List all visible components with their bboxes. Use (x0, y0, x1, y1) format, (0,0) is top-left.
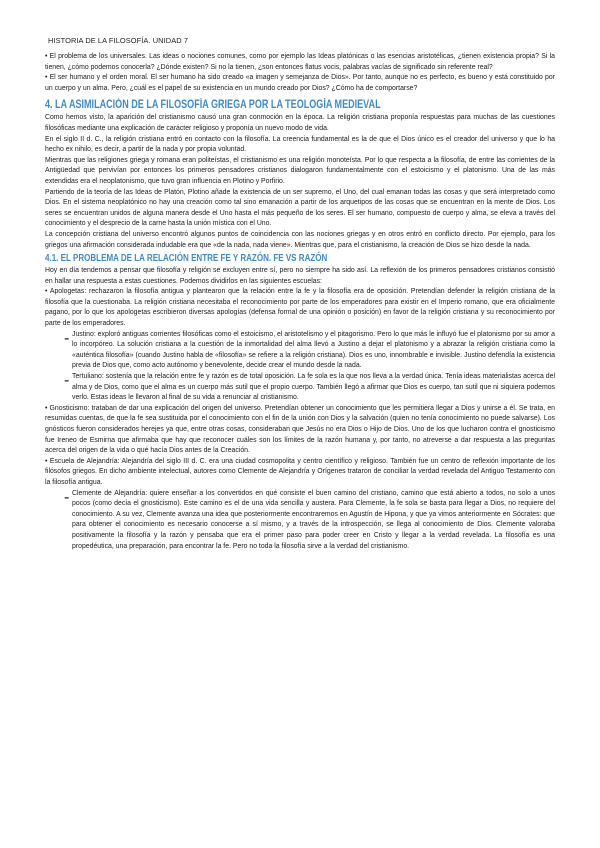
paragraph: La concepción cristiana del universo encontró algunos puntos de coincidencia con las nociones griegas y en otros entró en conflicto directo. Por ejemplo, para los griegos una afirmación considerada indudable era que «de la nada, nada viene». Mientras que, para el cristianismo, la creación de Dios se hizo desde la nada. (45, 230, 555, 249)
sub-item-text: Tertuliano: sostenía que la relación entre fe y razón es de total oposición. La fe sola es la que nos lleva a la verdad única. Tenía ideas materialistas acerca del alma y de Dios, como que el alma es un cuerpo más sutil que el propio cuerpo. También llegó a afirmar que Dios es cuerpo, tan sutil que ni siquiera podemos verlo. Estas ideas le llevaron al final de su vida a renunciar al cristianismo. (72, 373, 555, 402)
dash-marker: - (64, 488, 70, 506)
bullet-gnosticismo: • Gnosticismo: trataban de dar una explicación del origen del universo. Pretendían obtener un conocimiento que les permitiera llegar a Dios y unirse a él. Se trata, en resumidas cuentas, de que la fe sea sustituida por el conocimiento con el fin de la unión con Dios y la salvación (quien no tenía conocimiento no puede salvarse). Los gnósticos fueron considerados herejes ya que, entre otras cosas, consideraban que Jesús no era Dios o Hijo de Dios. Uno de los que lucharon contra el gnosticismo fue Ireneo de Esmirna que afirmaba que hay que reconocer cuáles son los límites de la razón humana y, por tanto, no atreverse a dar respuesta a las preguntas acerca del origen de la vida o qué hacía Dios antes de la Creación. (45, 404, 555, 455)
sub-item-text: Clemente de Alejandría: quiere enseñar a los convertidos en qué consiste el buen camino del cristiano, camino que está abierto a todos, no solo a unos pocos (como decía el gnosticismo). Este camino es el de una vida sencilla y austera. Para Clemente, la fe sola se basta para llegar a Dios, no requiere del conocimiento. A su vez, Clemente avanza una idea que posteriormente encontraremos en Agustín de Hipona, y que ya vimos anteriormente en Sócrates: que para obtener el conocimiento es necesario conocerse a sí mismo, y a través de la introspección, se llega al conocimiento de Dios. Clemente valoraba positivamente la filosofía y la razón y pensaba que era el primer paso para poder creer en Cristo y llegar a la verdad revelada. La filosofía es una propedéutica, una preparación, para encontrar la fe. Pero no toda la filosofía sirve a la verdad del cristianismo. (72, 489, 555, 550)
paragraph: Como hemos visto, la aparición del cristianismo causó una gran conmoción en la época. La religión cristiana proponía respuestas para muchas de las cuestiones filosóficas mediante una explicación de carácter religioso y proponía un nuevo modo de vida. (45, 114, 555, 132)
dash-marker: - (64, 329, 70, 347)
bullet-alejandria: • Escuela de Alejandría: Alejandría del siglo III d. C. era una ciudad cosmopolita y centro científico y religioso. También fue un centro de reflexión importante de los filósofos griegos. En dicho ambiente intelectual, autores como Clemente de Alejandría y Orígenes trataron de conciliar la verdad revelada del Antiguo Testamento con la filosofía antigua. (45, 457, 555, 486)
dash-marker: - (64, 372, 70, 390)
bullet-apologetas: • Apologetas: rechazaron la filosofía antigua y plantearon que la relación entre la fe y la filosofía era de oposición. Pretendían defender la religión cristiana de la filosofía que la cuestionaba. La religión cristiana necesitaba el reconocimiento por parte de los emperadores para existir en el Imperio romano, que era oficialmente pagano, por lo que los apologetas escribieron diversas apologías (defensa formal de una opinión o posición) en favor de la religión cristiana y su reconocimiento por parte de los emperadores. (45, 288, 555, 328)
paragraph: En el siglo II d. C., la religión cristiana entró en contacto con la filosofía. La creencia fundamental es la de que el Dios único es el creador del universo y que lo ha hecho ex nihilo, es decir, a partir de la nada y por propia voluntad. (45, 135, 555, 154)
running-header: HISTORIA DE LA FILOSOFÍA. UNIDAD 7 (48, 36, 189, 45)
sub-item-justino (45, 330, 555, 372)
sub-item-tertuliano (45, 372, 555, 404)
paragraph: Hoy en día tendemos a pensar que filosofía y religión se excluyen entre sí, pero no siempre ha sido así. La reflexión de los primeros pensadores cristianos consistió en hallar una respuesta a estas cuestiones. Podemos dividirlos en las siguientes escuelas: (45, 267, 555, 285)
paragraph: Partiendo de la teoría de las Ideas de Platón, Plotino añade la existencia de un ser supremo, el Uno, del cual emanan todas las cosas y que será interpretado como Dios. En el sistema neoplatónico no hay una creación como tal sino emanación a partir de los arquetipos de las cosas que se encuentran en la mente de Dios. Los seres se encuentran unidos de alguna manera desde el Uno hasta el más pequeño de los seres. El ser humano, compuesto de cuerpo y alma, se eleva a través del conocimiento y el desprecio de la carne hasta la unión mística con el Uno. (45, 188, 555, 228)
page-content (45, 52, 555, 552)
bullet-universals: • El problema de los universales. Las ideas o nociones comunes, como por ejemplo las Ideas platónicas o las esencias aristotélicas, ¿tienen existencia propia? Si la tienen, ¿cómo podemos conocerla? ¿Dónde existen? Si no la tienen, ¿son entonces flatus vocis, palabras vacías de significado sin referente real? (45, 53, 555, 71)
paragraph: Mientras que las religiones griega y romana eran politeístas, el cristianismo es una religión monoteísta. Por lo que respecta a la filosofía, de entre las corrientes de la Antigüedad que pervivían por entonces los primeros pensadores cristianos dialogaron fundamentalmente con el estoicismo y el platonismo. Una de las más extendidas era el neoplatonismo, que tuvo gran influencia en Plotino y Porfirio. (45, 156, 555, 185)
sub-item-clemente (45, 489, 555, 553)
section-heading: 4. LA ASIMILACIÓN DE LA FILOSOFÍA GRIEGA POR LA TEOLOGÍA MEDIEVAL (45, 98, 381, 112)
bullet-human-moral: • El ser humano y el orden moral. El ser humano ha sido creado «a imagen y semejanza de Dios». Por tanto, aunque no es perfecto, es bueno y está constituido por un cuerpo y un alma. Pero, ¿cuál es el papel de su existencia en un mundo creado por Dios? ¿Cómo ha de comportarse? (45, 74, 555, 92)
sub-item-text: Justino: exploró antiguas corrientes filosóficas como el estoicismo, el aristotelismo y el pitagorismo. Pero lo que más le influyó fue el platonismo por su amor a lo incorpóreo. La solución cristiana a la cuestión de la inmortalidad del alma llevó a Justino a dejar el platonismo y a abrazar la religión cristiana como la «auténtica filosofía» (cuando Justino habla de «filosofía» se refiere a la religión cristiana). Dios es uno, innombrable e invisible. Justino defendía la existencia previa de Dios que, como acto autónomo y benevolente, decide crear el mundo desde la nada. (72, 330, 555, 370)
subsection-heading: 4.1. EL PROBLEMA DE LA RELACIÓN ENTRE FE Y RAZÓN. FE VS RAZÓN (45, 253, 328, 265)
